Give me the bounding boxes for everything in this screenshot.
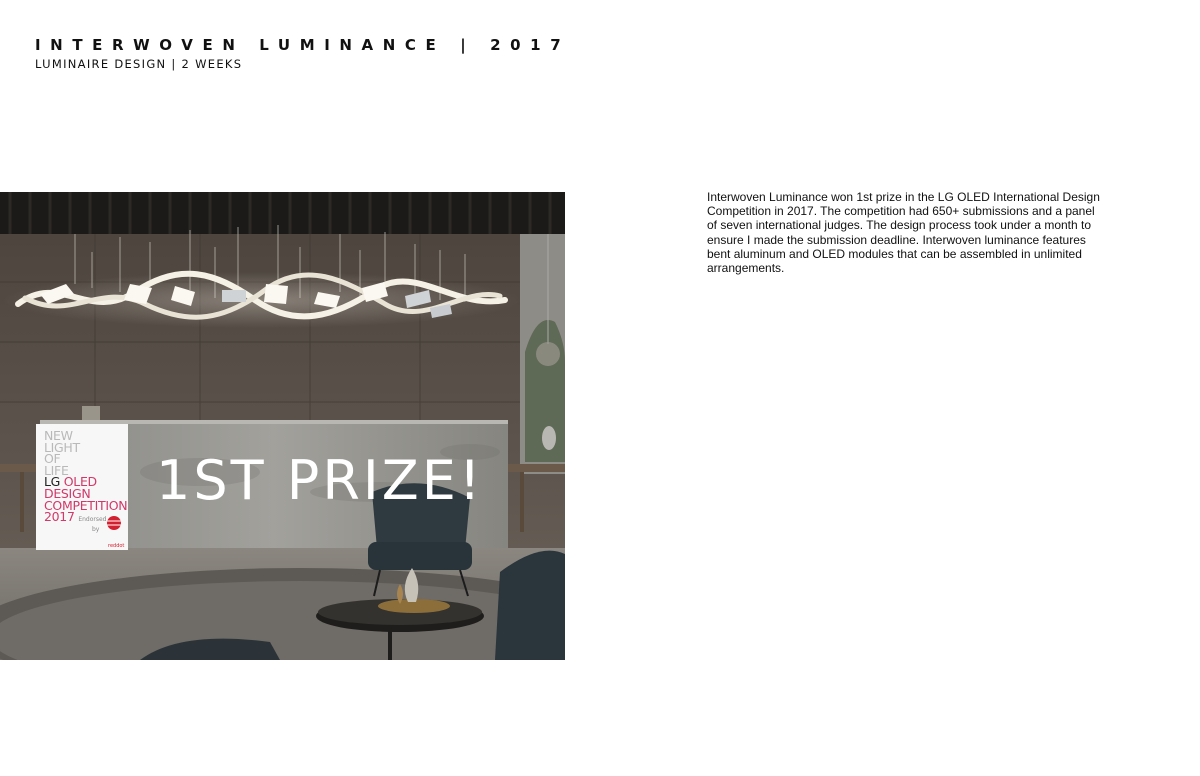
sign-by: by: [92, 525, 100, 533]
sign-line-of: OF: [44, 451, 61, 467]
sign-line-new: NEW: [44, 428, 73, 443]
competition-sign: [44, 430, 128, 549]
sign-oled: OLED: [63, 474, 97, 490]
lobby-scene-illustration: [0, 192, 565, 660]
first-prize-overlay: 1ST PRIZE!: [156, 449, 484, 512]
sign-line-competition: COMPETITION: [44, 497, 128, 513]
sign-year: 2017: [44, 509, 75, 525]
sign-line-design: DESIGN: [44, 485, 91, 501]
project-subtitle: LUMINAIRE DESIGN | 2 WEEKS: [35, 57, 243, 71]
sign-line-life: LIFE: [44, 462, 69, 478]
sign-reddot: reddot: [108, 542, 125, 549]
project-description: Interwoven Luminance won 1st prize in the LG OLED International Design Competition in 2017. The competition had 650+ submissions and a panel of seven international judges. The design process took under a month to ensure I made the submission deadline. Interwoven luminance features bent aluminum and OLED modules that can be assembled in unlimited arrangements.: [707, 190, 1100, 276]
sign-endorsed: Endorsed: [78, 516, 107, 524]
project-title: INTERWOVEN LUMINANCE | 2017: [35, 36, 571, 54]
project-photo: [0, 192, 565, 660]
sign-line-year: [44, 511, 128, 526]
sign-lg: LG: [44, 474, 61, 490]
sign-line-light: LIGHT: [44, 439, 80, 455]
